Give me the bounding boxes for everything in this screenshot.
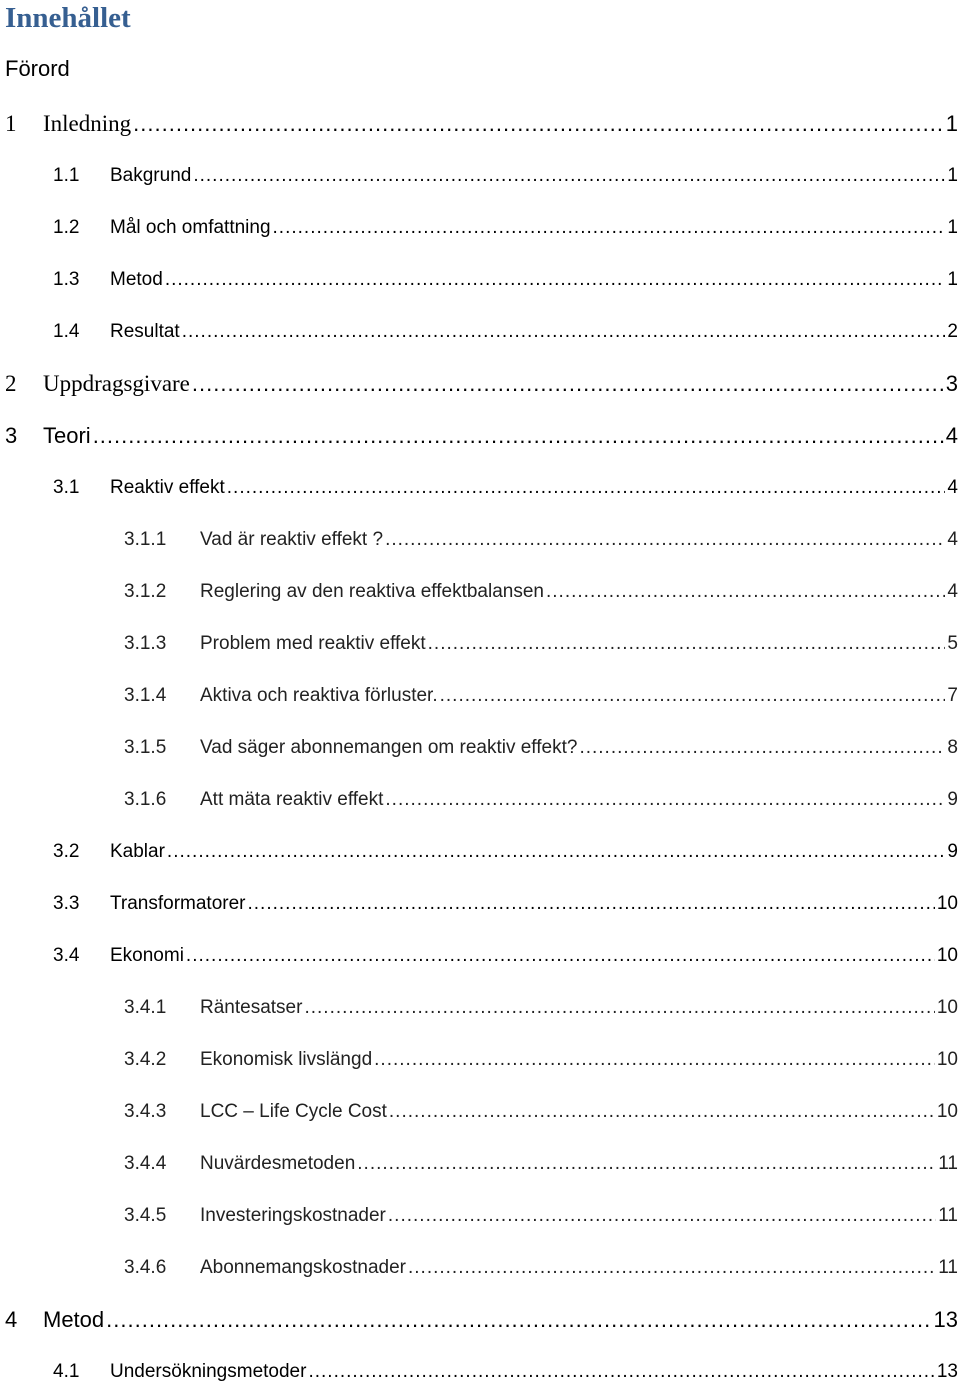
- toc-dot-leader: [385, 785, 945, 815]
- toc-entry-number: 3.1.6: [124, 789, 167, 810]
- toc-entry-number: 1: [5, 111, 17, 136]
- toc-dot-leader: [193, 161, 945, 191]
- toc-entry-page: 4: [947, 581, 958, 602]
- toc-entry-number: 3.1.4: [124, 685, 167, 706]
- toc-dot-leader: [93, 421, 944, 451]
- toc-entry-page: 3: [945, 371, 958, 396]
- toc-dot-leader: [440, 681, 946, 711]
- toc-entry-number: 3.1.3: [124, 633, 167, 654]
- toc-entry-title: Metod: [110, 269, 163, 290]
- toc-entry-title: Aktiva och reaktiva förluster.: [200, 685, 438, 706]
- toc-foreword[interactable]: Förord: [5, 56, 70, 81]
- toc-entry-page: 11: [938, 1205, 958, 1226]
- toc-entry-title: Reglering av den reaktiva effektbalansen: [200, 581, 544, 602]
- toc-entry-page: 10: [936, 893, 958, 914]
- toc-entry[interactable]: [0, 473, 958, 503]
- toc-entry[interactable]: [0, 1305, 958, 1335]
- toc-entry-title: Metod: [43, 1307, 105, 1332]
- toc-entry[interactable]: [0, 213, 958, 243]
- toc-entry-page: 5: [947, 633, 958, 654]
- toc-dot-leader: [186, 941, 935, 971]
- toc-entry-page: 1: [947, 269, 958, 290]
- toc-entry-title: Bakgrund: [110, 165, 192, 186]
- toc-entry[interactable]: [0, 837, 958, 867]
- toc-dot-leader: [579, 733, 945, 763]
- toc-entry-number: 3.4.3: [124, 1101, 167, 1122]
- toc-entry-title: Ekonomi: [110, 945, 184, 966]
- toc-entry[interactable]: [0, 889, 958, 919]
- toc-entry-title: Kablar: [110, 841, 165, 862]
- toc-entry-number: 3.3: [53, 893, 80, 914]
- toc-entry-page: 2: [947, 321, 958, 342]
- toc-dot-leader: [165, 265, 946, 295]
- toc-entry-page: 10: [936, 997, 958, 1018]
- toc-entry-number: 3.4.2: [124, 1049, 167, 1070]
- toc-dot-leader: [227, 473, 946, 503]
- toc-dot-leader: [357, 1149, 936, 1179]
- toc-entry-number: 3.4.1: [124, 997, 167, 1018]
- toc-dot-leader: [428, 629, 946, 659]
- toc-entry-title: Teori: [43, 423, 91, 448]
- page-title: Innehållet: [5, 2, 131, 34]
- toc-entry[interactable]: [0, 993, 958, 1023]
- toc-entry-page: 8: [947, 737, 958, 758]
- toc-entry-number: 3.1: [53, 477, 80, 498]
- toc-entry-page: 13: [936, 1361, 958, 1382]
- toc-entry[interactable]: [0, 421, 958, 451]
- toc-entry-title: Vad är reaktiv effekt ?: [200, 529, 384, 550]
- toc-dot-leader: [546, 577, 945, 607]
- toc-entry-title: Nuvärdesmetoden: [200, 1153, 356, 1174]
- toc-entry-number: 3.1.2: [124, 581, 167, 602]
- toc-dot-leader: [182, 317, 946, 347]
- toc-entry-page: 9: [947, 789, 958, 810]
- toc-entry-page: 4: [947, 529, 958, 550]
- toc-entry-number: 3.4.5: [124, 1205, 167, 1226]
- toc-entry-title: Vad säger abonnemangen om reaktiv effekt?: [200, 737, 578, 758]
- toc-dot-leader: [408, 1253, 936, 1283]
- toc-entry-number: 2: [5, 371, 17, 396]
- toc-entry-page: 4: [947, 477, 958, 498]
- toc-entry-title: Resultat: [110, 321, 180, 342]
- toc-entry-number: 4.1: [53, 1361, 80, 1382]
- toc-entry-title: Mål och omfattning: [110, 217, 271, 238]
- toc-dot-leader: [308, 1357, 934, 1387]
- toc-entry-page: 11: [938, 1153, 958, 1174]
- toc-entry-page: 13: [933, 1307, 958, 1332]
- toc-dot-leader: [133, 109, 944, 139]
- toc-entry[interactable]: [0, 1357, 958, 1387]
- toc-dot-leader: [192, 369, 944, 399]
- toc-entry-title: LCC – Life Cycle Cost: [200, 1101, 387, 1122]
- toc-entry-number: 3.1.1: [124, 529, 167, 550]
- toc-dot-leader: [273, 213, 946, 243]
- toc-entry-title: Inledning: [43, 111, 132, 136]
- toc-dot-leader: [248, 889, 935, 919]
- toc-entry-page: 10: [936, 1101, 958, 1122]
- toc-entry-page: 7: [947, 685, 958, 706]
- toc-entry-number: 1.2: [53, 217, 80, 238]
- toc-dot-leader: [389, 1097, 935, 1127]
- toc-entry[interactable]: [0, 681, 958, 711]
- toc-entry-number: 1.1: [53, 165, 80, 186]
- toc-entry-number: 4: [5, 1307, 18, 1332]
- toc-entry-number: 3.4.6: [124, 1257, 167, 1278]
- toc-entry-page: 1: [945, 111, 958, 136]
- toc-dot-leader: [167, 837, 946, 867]
- toc-entry-page: 1: [947, 217, 958, 238]
- toc-entry[interactable]: [0, 1253, 958, 1283]
- toc-entry-page: 11: [938, 1257, 958, 1278]
- toc-entry-title: Räntesatser: [200, 997, 303, 1018]
- toc-entry-number: 3: [5, 423, 18, 448]
- toc-entry[interactable]: [0, 1201, 958, 1231]
- toc-dot-leader: [388, 1201, 936, 1231]
- toc-entry-page: 10: [936, 945, 958, 966]
- toc-entry[interactable]: [0, 1045, 958, 1075]
- toc-entry-title: Uppdragsgivare: [43, 371, 190, 396]
- toc-entry-title: Reaktiv effekt: [110, 477, 225, 498]
- toc-entry-number: 1.4: [53, 321, 80, 342]
- toc-entry[interactable]: [0, 1149, 958, 1179]
- toc-entry-page: 10: [936, 1049, 958, 1070]
- toc-entry[interactable]: [0, 785, 958, 815]
- toc-dot-leader: [385, 525, 945, 555]
- toc-entry-number: 3.2: [53, 841, 80, 862]
- toc-entry-number: 3.4.4: [124, 1153, 167, 1174]
- toc-entry-title: Att mäta reaktiv effekt: [200, 789, 384, 810]
- toc-entry[interactable]: [0, 265, 958, 295]
- toc-entry-title: Transformatorer: [110, 893, 246, 914]
- toc-entry-title: Problem med reaktiv effekt: [200, 633, 426, 654]
- toc-entry[interactable]: [0, 161, 958, 191]
- toc-entry-title: Abonnemangskostnader: [200, 1257, 406, 1278]
- toc-entry[interactable]: [0, 733, 958, 763]
- toc-entry-number: 1.3: [53, 269, 80, 290]
- toc-entry-title: Undersökningsmetoder: [110, 1361, 307, 1382]
- toc-entry[interactable]: [0, 525, 958, 555]
- toc-dot-leader: [304, 993, 934, 1023]
- toc-dot-leader: [374, 1045, 935, 1075]
- toc-dot-leader: [106, 1305, 931, 1335]
- toc-entry[interactable]: [0, 109, 958, 139]
- toc-entry-title: Investeringskostnader: [200, 1205, 386, 1226]
- toc-entry-title: Ekonomisk livslängd: [200, 1049, 373, 1070]
- toc-entry-page: 4: [945, 423, 958, 448]
- toc-entry-number: 3.1.5: [124, 737, 167, 758]
- toc-entry-number: 3.4: [53, 945, 80, 966]
- toc-entry[interactable]: [0, 1097, 958, 1127]
- toc-entry[interactable]: [0, 941, 958, 971]
- toc-entry-page: 1: [947, 165, 958, 186]
- toc-entry[interactable]: [0, 577, 958, 607]
- toc-entry[interactable]: [0, 629, 958, 659]
- toc-entry[interactable]: [0, 317, 958, 347]
- toc-entry[interactable]: [0, 369, 958, 399]
- toc-entry-page: 9: [947, 841, 958, 862]
